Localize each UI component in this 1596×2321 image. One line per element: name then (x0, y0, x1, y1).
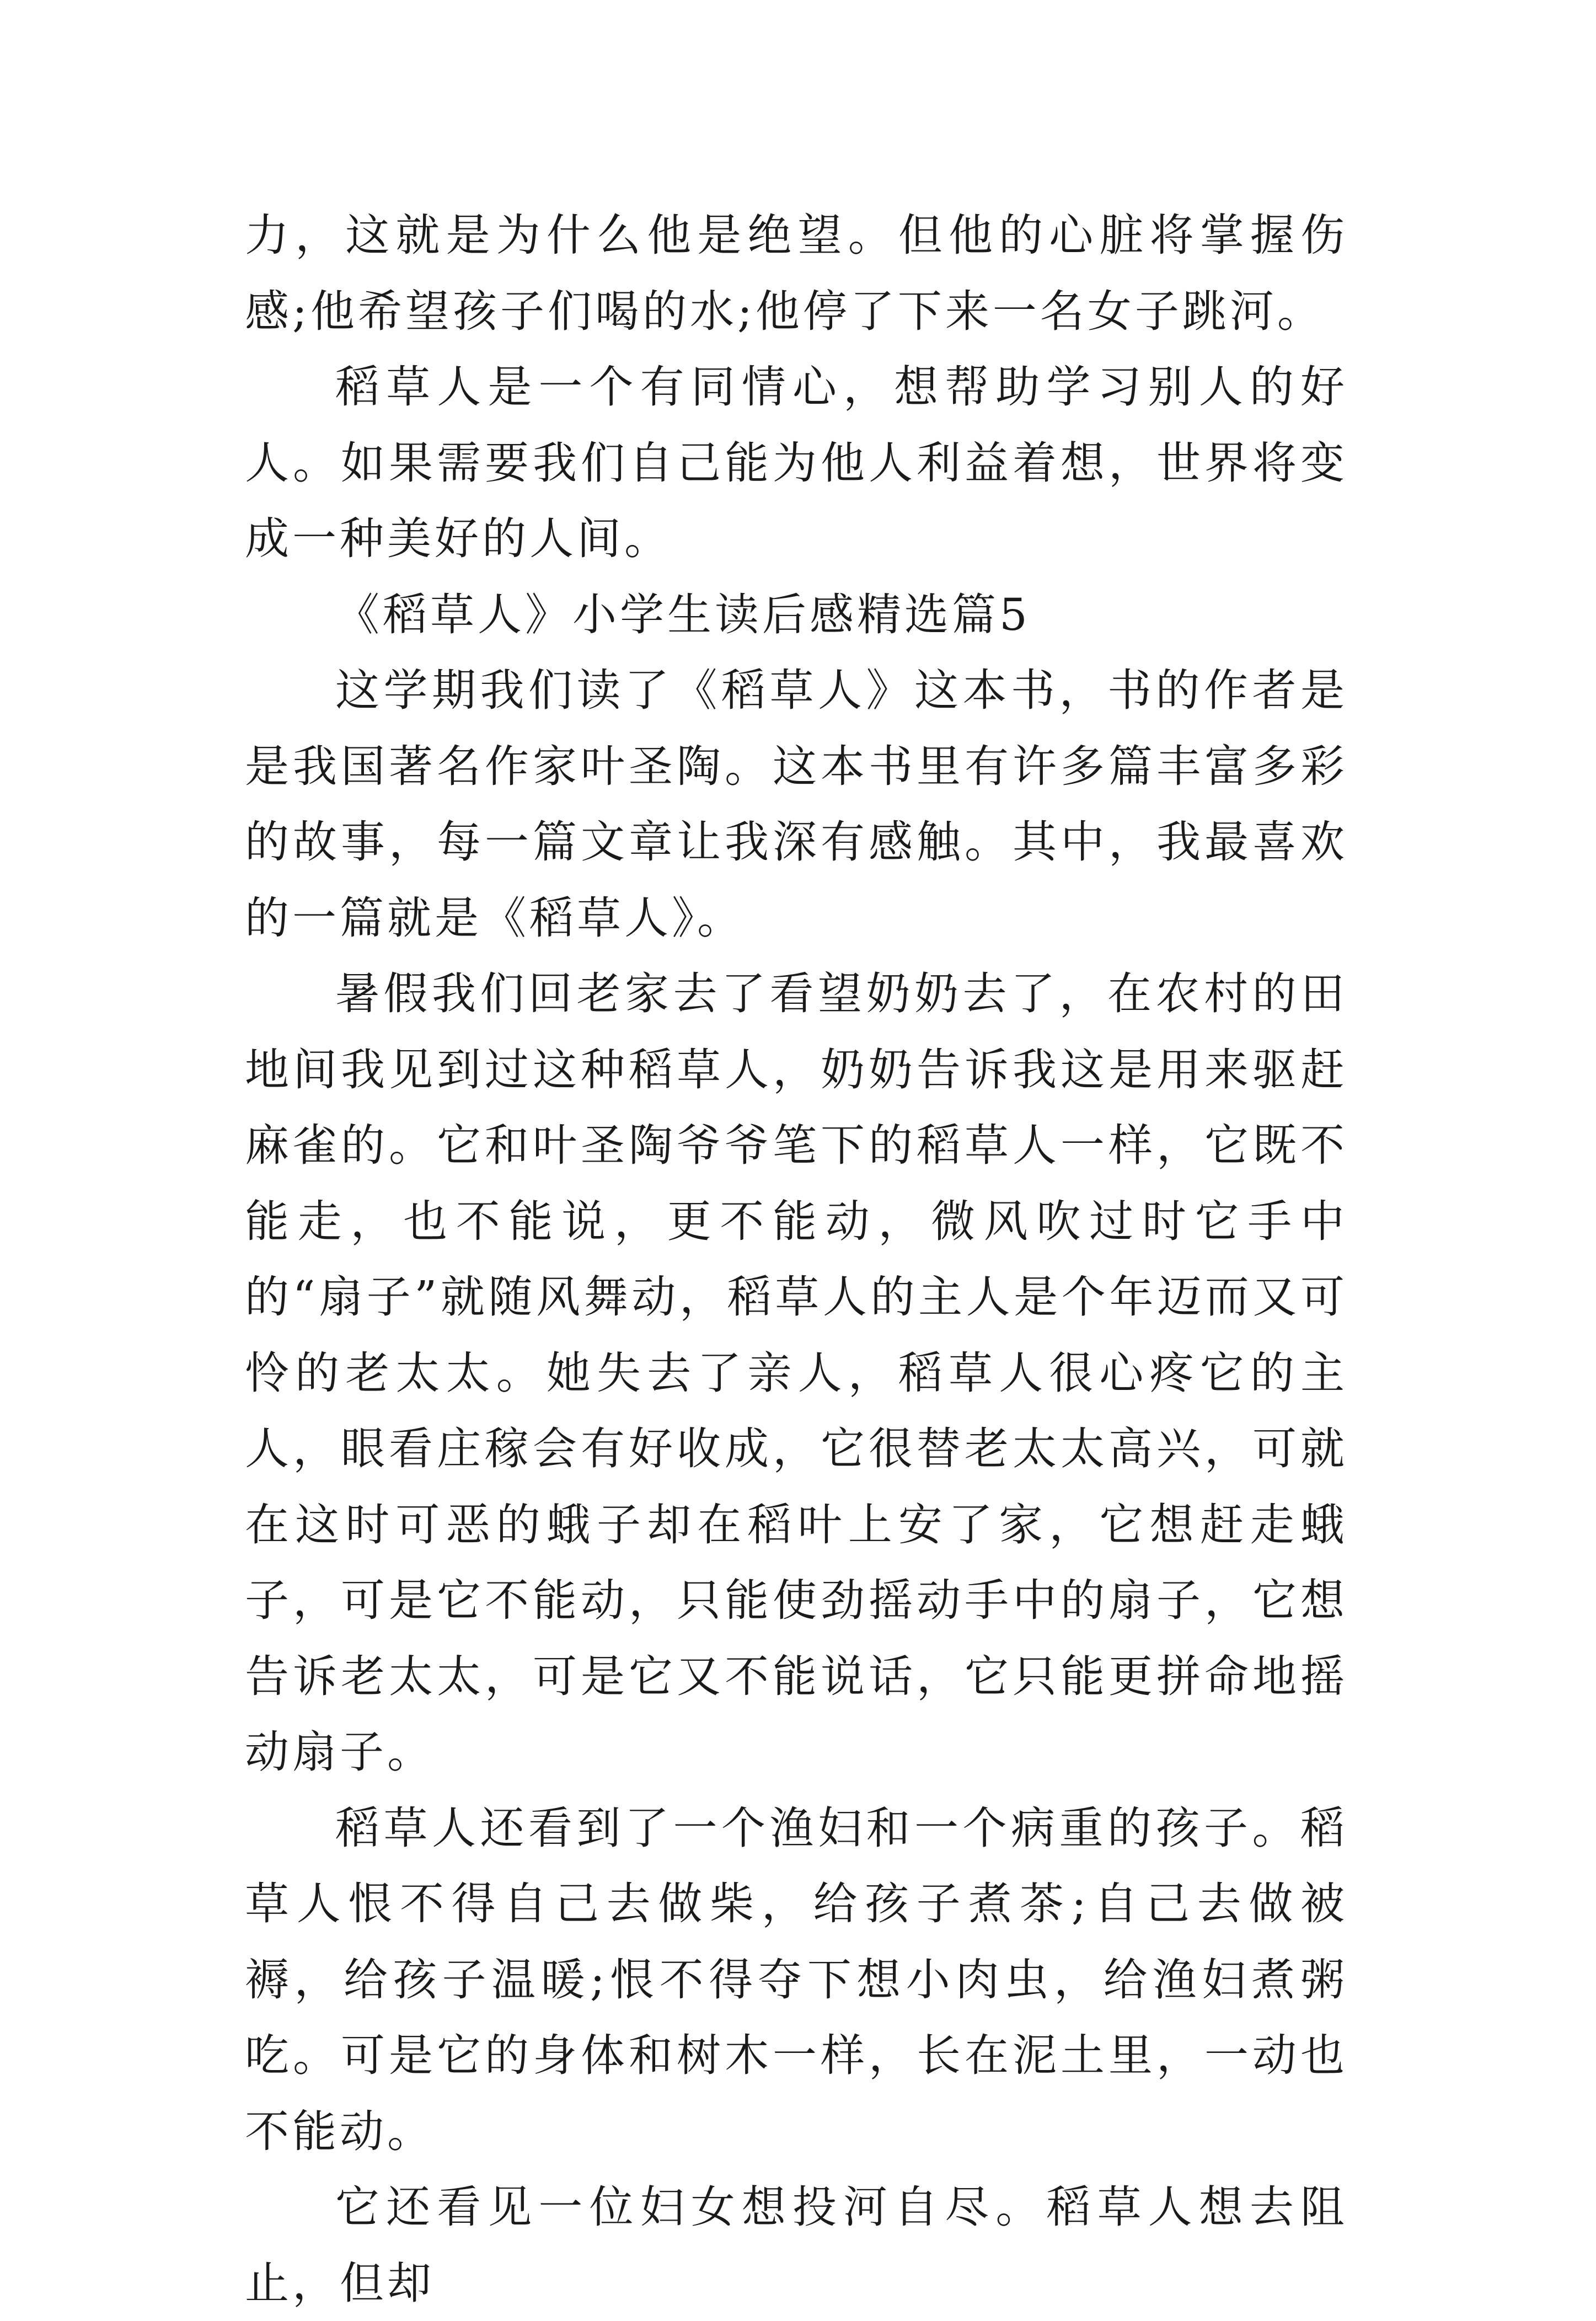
paragraph-2: 稻草人是一个有同情心，想帮助学习别人的好人。如果需要我们自己能为他人利益着想，世界将变成一种美好的人间。 (245, 361, 1348, 564)
paragraph-5: 稻草人还看到了一个渔妇和一个病重的孩子。稻草人恨不得自己去做柴，给孩子煮茶;自己去做被褥，给孩子温暖;恨不得夺下想小肉虫，给渔妇煮粥吃。可是它的身体和树木一样，长在泥土里，一动也不能动。 (245, 1802, 1348, 2157)
paragraph-3: 这学期我们读了《稻草人》这本书，书的作者是是我国著名作家叶圣陶。这本书里有许多篇丰富多彩的故事，每一篇文章让我深有感触。其中，我最喜欢的一篇就是《稻草人》。 (245, 665, 1348, 944)
document-body (245, 197, 1348, 2321)
paragraph-6: 它还看见一位妇女想投河自尽。稻草人想去阻止，但却 (245, 2181, 1348, 2309)
paragraph-4: 暑假我们回老家去了看望奶奶去了，在农村的田地间我见到过这种稻草人，奶奶告诉我这是用来驱赶麻雀的。它和叶圣陶爷爷笔下的稻草人一样，它既不能走，也不能说，更不能动，微风吹过时它手中的“扇子”就随风舞动，稻草人的主人是个年迈而又可怜的老太太。她失去了亲人，稻草人很心疼它的主人，眼看庄稼会有好收成，它很替老太太高兴，可就在这时可恶的蛾子却在稻叶上安了家，它想赶走蛾子，可是它不能动，只能使劲摇动手中的扇子，它想告诉老太太，可是它又不能说话，它只能更拼命地摇动扇子。 (245, 968, 1348, 1778)
section-heading: 《稻草人》小学生读后感精选篇5 (335, 589, 1031, 640)
paragraph-1: 力，这就是为什么他是绝望。但他的心脏将掌握伤感;他希望孩子们喝的水;他停了下来一名女子跳河。 (245, 210, 1348, 337)
